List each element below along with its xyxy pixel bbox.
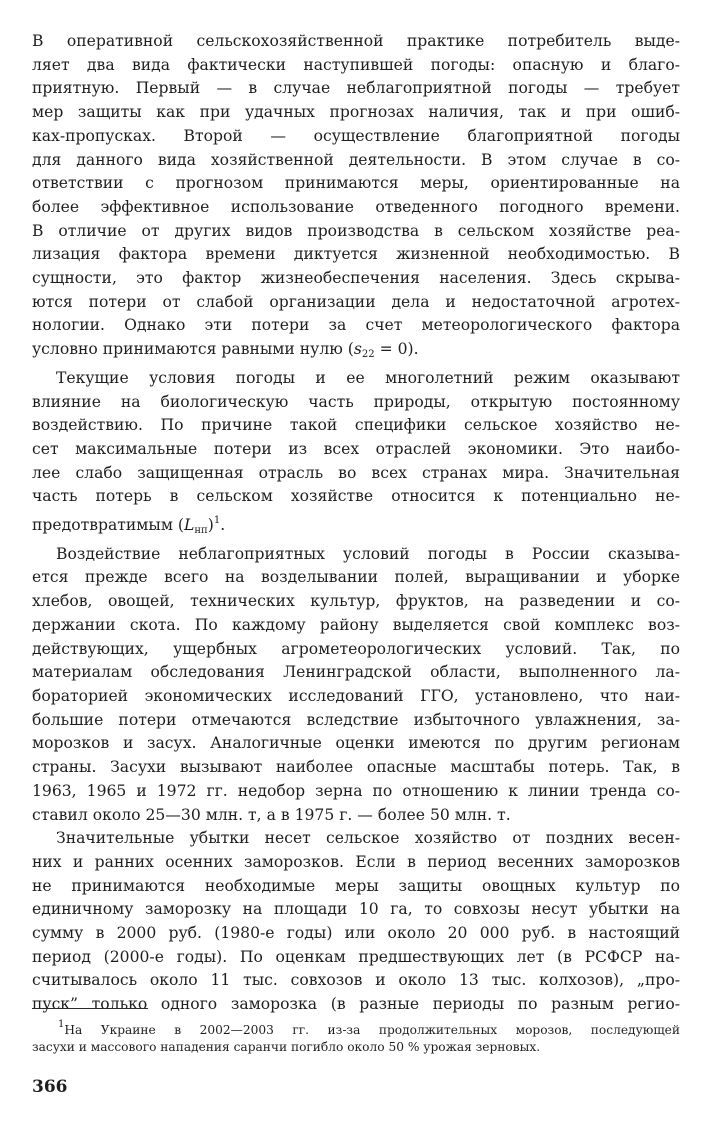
text-line: [32, 30, 680, 54]
text-line: [32, 172, 680, 196]
line-text: 1963, 1965 и 1972 гг. недобор зерна по отношению к линии тренда со-: [32, 781, 680, 800]
text-line: [32, 485, 680, 509]
line-text: часть потерь в сельском хозяйстве относится к потенциально не-: [32, 487, 680, 506]
math-symbol: s: [353, 340, 362, 359]
text-line: [32, 314, 680, 338]
line-text: воздействию. По причине такой специфики сельское хозяйство не-: [32, 416, 680, 435]
text-line: [32, 709, 680, 733]
text-line: [32, 638, 680, 662]
line-text: сумму в 2000 руб. (1980-е годы) или около 20 000 руб. в настоящий: [32, 924, 680, 943]
line-text: бораторией экономических исследований ГГО, установлено, что наи-: [32, 686, 680, 705]
math-subscript: 22: [361, 349, 375, 361]
line-text: Значительные убытки несет сельское хозяйство от поздних весен-: [56, 829, 680, 848]
line-text: страны. Засухи вызывают наиболее опасные масштабы потерь. Так, в: [32, 758, 680, 777]
text-line: [32, 780, 680, 804]
body-text: [32, 30, 680, 1017]
text-line: [32, 462, 680, 486]
line-text: не принимаются необходимые меры защиты овощных культур по: [32, 876, 680, 895]
line-text: них и ранних осенних заморозков. Если в период весенних заморозков: [32, 852, 680, 871]
line-text: ется прежде всего на возделывании полей, выращивании и уборке: [32, 568, 680, 587]
line-text: В оперативной сельскохозяйственной практике потребитель выде-: [32, 32, 680, 50]
text-line: [32, 338, 680, 367]
line-text: Текущие условия погоды и ее многолетний режим оказывают: [56, 368, 680, 387]
line-text-tail: ): [207, 516, 214, 535]
line-text: предотвратимым (: [32, 516, 185, 535]
line-text-tail: .: [220, 516, 226, 535]
text-line: [32, 922, 680, 946]
line-text: ках-пропусках. Второй — осуществление благоприятной погоды: [32, 126, 680, 145]
math-symbol: L: [184, 516, 195, 535]
footnote: [32, 1016, 680, 1056]
text-line: [32, 196, 680, 220]
line-text: сет максимальные потери из всех отраслей экономики. Это наибо-: [32, 439, 680, 458]
line-text: период (2000-е годы). По оценкам предшествующих лет (в РСФСР на-: [32, 947, 680, 966]
text-line: [32, 756, 680, 780]
line-text: нологии. Однако эти потери за счет метеорологического фактора: [32, 316, 680, 335]
text-line: [32, 898, 680, 922]
text-line: [32, 54, 680, 78]
text-line: [32, 243, 680, 267]
line-text: сущности, это фактор жизнеобеспечения населения. Здесь скрыва-: [32, 269, 680, 288]
line-text: более эффективное использование отведенного погодного времени.: [32, 197, 680, 216]
line-text: На Украине в 2002—2003 гг. из-за продолжительных морозов, последующей: [64, 1023, 680, 1037]
footnote-separator: [32, 1008, 148, 1009]
text-line: [32, 661, 680, 685]
text-line: [32, 685, 680, 709]
line-text: ляет два вида фактически наступившей погоды: опасную и благо-: [32, 55, 680, 74]
footnote-marker: 1: [58, 1019, 65, 1030]
line-text: считывалось около 11 тыс. совхозов и около 13 тыс. колхозов), „про-: [32, 971, 680, 990]
footnote-line: [32, 1016, 680, 1039]
line-text: ются потери от слабой организации дела и недостаточной агротех-: [32, 292, 680, 311]
text-line: [32, 804, 680, 828]
text-line: [32, 438, 680, 462]
text-line: [32, 101, 680, 125]
text-line: [32, 291, 680, 315]
line-text: морозков и засух. Аналогичные оценки имеются по другим регионам: [32, 734, 680, 753]
line-text: ставил около 25—30 млн. т, а в 1975 г. — более 50 млн. т.: [32, 805, 511, 824]
line-text: пуск” только одного заморозка (в разные периоды по разным регио-: [32, 995, 680, 1014]
line-text: ответствии с прогнозом принимаются меры, ориентированные на: [32, 174, 680, 193]
text-line: [32, 220, 680, 244]
line-text: мер защиты как при удачных прогнозах наличия, так и при ошиб-: [32, 103, 680, 122]
line-text: материалам обследования Ленинградской области, выполненного ла-: [32, 663, 680, 682]
line-text: для данного вида хозяйственной деятельности. В этом случае в со-: [32, 150, 680, 169]
line-text: держании скота. По каждому району выделяется свой комплекс воз-: [32, 615, 680, 634]
text-line: [32, 149, 680, 173]
text-line: [32, 566, 680, 590]
text-line: [32, 414, 680, 438]
line-text: действующих, ущербных агрометеорологических условий. Так, по: [32, 639, 680, 658]
footnote-line: [32, 1039, 680, 1056]
line-text: большие потери отмечаются вследствие избыточного увлажнения, за-: [32, 710, 680, 729]
footnote-reference: 1: [213, 515, 221, 527]
text-line: [32, 391, 680, 415]
line-text: условно принимаются равными нулю (: [32, 340, 354, 359]
text-line: [32, 827, 680, 851]
text-line: [32, 367, 680, 391]
text-line: [32, 543, 680, 567]
text-line: [32, 509, 680, 543]
text-line: [32, 732, 680, 756]
text-line: [32, 77, 680, 101]
line-text: В отличие от других видов производства в сельском хозяйстве реа-: [32, 221, 680, 240]
line-text-tail: = 0).: [374, 340, 419, 359]
math-subscript: нп: [194, 525, 208, 537]
text-line: [32, 614, 680, 638]
text-line: [32, 946, 680, 970]
line-text: лее слабо защищенная отрасль во всех странах мира. Значительная: [32, 463, 680, 482]
text-line: [32, 590, 680, 614]
page-number: 366: [32, 1077, 68, 1097]
text-line: [32, 851, 680, 875]
line-text: приятную. Первый — в случае неблагоприятной погоды — требует: [32, 79, 680, 98]
line-text: единичному заморозку на площади 10 га, то совхозы несут убытки на: [32, 900, 680, 919]
text-line: [32, 125, 680, 149]
text-line: [32, 267, 680, 291]
line-text: лизация фактора времени диктуется жизненной необходимостью. В: [32, 245, 680, 264]
line-text: Воздействие неблагоприятных условий погоды в России сказыва-: [56, 544, 680, 563]
line-text: влияние на биологическую часть природы, открытую постоянному: [32, 392, 680, 411]
line-text: хлебов, овощей, технических культур, фруктов, на разведении и со-: [32, 592, 680, 611]
text-line: [32, 993, 680, 1017]
line-text: засухи и массового нападения саранчи погибло около 50 % урожая зерновых.: [32, 1040, 541, 1054]
text-line: [32, 969, 680, 993]
text-line: [32, 875, 680, 899]
